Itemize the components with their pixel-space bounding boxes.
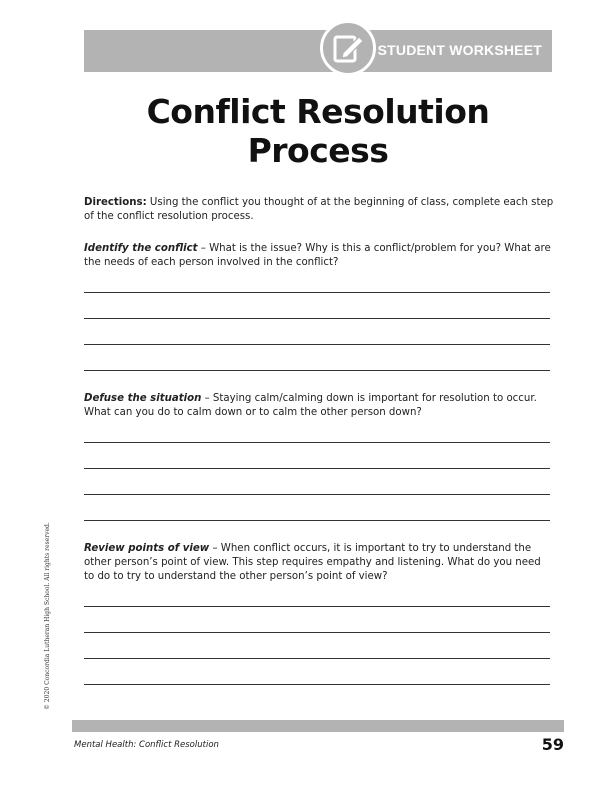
page-number: 59 (541, 735, 564, 754)
page-title (84, 92, 552, 170)
title-line-1: Conflict Resolution (146, 92, 490, 131)
answer-line[interactable] (84, 370, 550, 371)
section-text: – When conflict occurs, it is important to try to understand the other person’s point of view. This step requires empathy and listening. What do you need to do to try to understand the other person’s point of view? (84, 543, 541, 582)
section-text: – Staying calm/calming down is important for resolution to occur. What can you do to calm down or to calm the other person down? (84, 393, 537, 418)
answer-line[interactable] (84, 292, 550, 293)
answer-line[interactable] (84, 468, 550, 469)
answer-line[interactable] (84, 658, 550, 659)
answer-line[interactable] (84, 520, 550, 521)
directions-text: Using the conflict you thought of at the beginning of class, complete each step of the conflict resolution process. (84, 197, 554, 222)
directions (84, 196, 554, 224)
directions-label: Directions: (84, 197, 147, 208)
answer-line[interactable] (84, 442, 550, 443)
section-defuse (84, 392, 554, 420)
section-heading: Review points of view (84, 543, 210, 554)
header-banner (84, 30, 552, 72)
worksheet-badge (320, 20, 376, 76)
banner-label: STUDENT WORKSHEET (377, 42, 542, 58)
answer-line[interactable] (84, 632, 550, 633)
footer-course-title: Mental Health: Conflict Resolution (74, 740, 219, 750)
section-heading: Defuse the situation (84, 393, 202, 404)
answer-line[interactable] (84, 318, 550, 319)
title-line-2: Process (247, 131, 389, 170)
section-heading: Identify the conflict (84, 243, 198, 254)
answer-line[interactable] (84, 684, 550, 685)
section-review (84, 542, 554, 584)
answer-line[interactable] (84, 344, 550, 345)
footer-bar (72, 720, 564, 732)
copyright-notice: © 2020 Concordia Lutheran High School. All rights reserved. (44, 522, 51, 710)
section-identify (84, 242, 554, 270)
section-text: – What is the issue? Why is this a conflict/problem for you? What are the needs of each person involved in the conflict? (84, 243, 551, 268)
answer-line[interactable] (84, 494, 550, 495)
answer-line[interactable] (84, 606, 550, 607)
pencil-paper-icon (331, 31, 365, 65)
